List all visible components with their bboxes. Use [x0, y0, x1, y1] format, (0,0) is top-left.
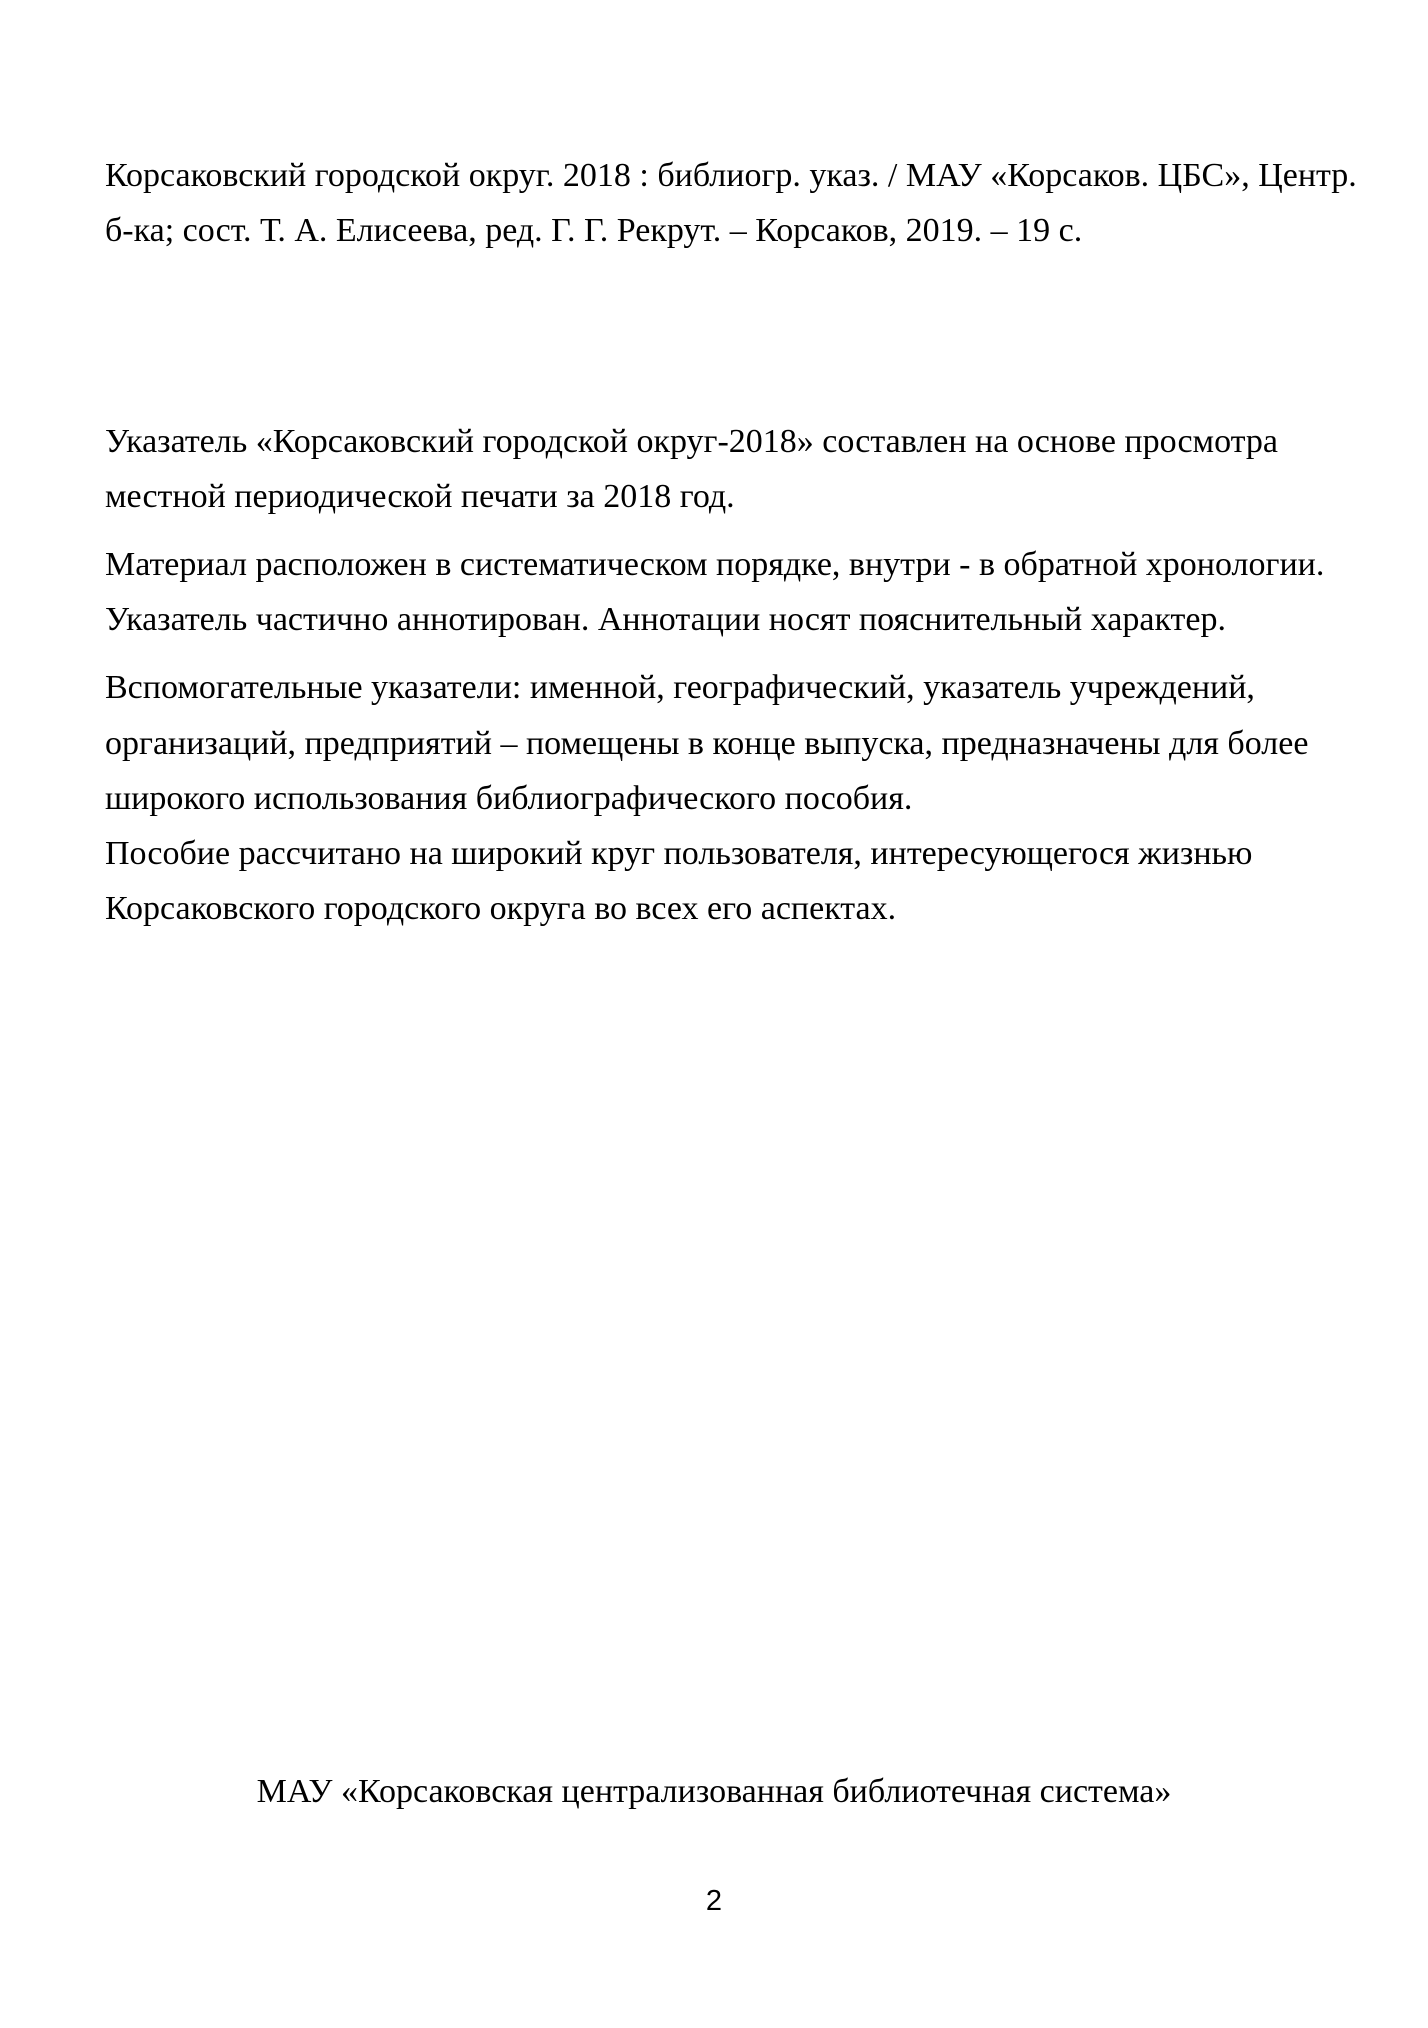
bibliographic-citation: Корсаковский городской округ. 2018 : библиогр. указ. / МАУ «Корсаков. ЦБС», Центр. б-ка; сост. Т. А. Елисеева, ред. Г. Г. Рекрут. – Корсаков, 2019. – 19 с.	[105, 157, 1357, 250]
body-paragraph-2: Материал расположен в систематическом порядке, внутри - в обратной хронологии. Указатель частично аннотирован. Аннотации носят пояснительный характер.	[105, 546, 1325, 639]
body-paragraph-4: Пособие рассчитано на широкий круг пользователя, интересующегося жизнью Корсаковского городского округа во всех его аспектах.	[105, 834, 1253, 927]
page-number: 2	[705, 1885, 723, 1917]
body-paragraph-1: Указатель «Корсаковский городской округ-2018» составлен на основе просмотра местной периодической печати за 2018 год.	[105, 423, 1278, 516]
publisher-footer: МАУ «Корсаковская централизованная библиотечная система»	[256, 1773, 1172, 1810]
body-paragraph-3: Вспомогательные указатели: именной, географический, указатель учреждений, организаций, предприятий – помещены в конце выпуска, предназначены для более широкого использования библиографического пособия.	[105, 669, 1309, 817]
document-body	[105, 148, 1363, 936]
